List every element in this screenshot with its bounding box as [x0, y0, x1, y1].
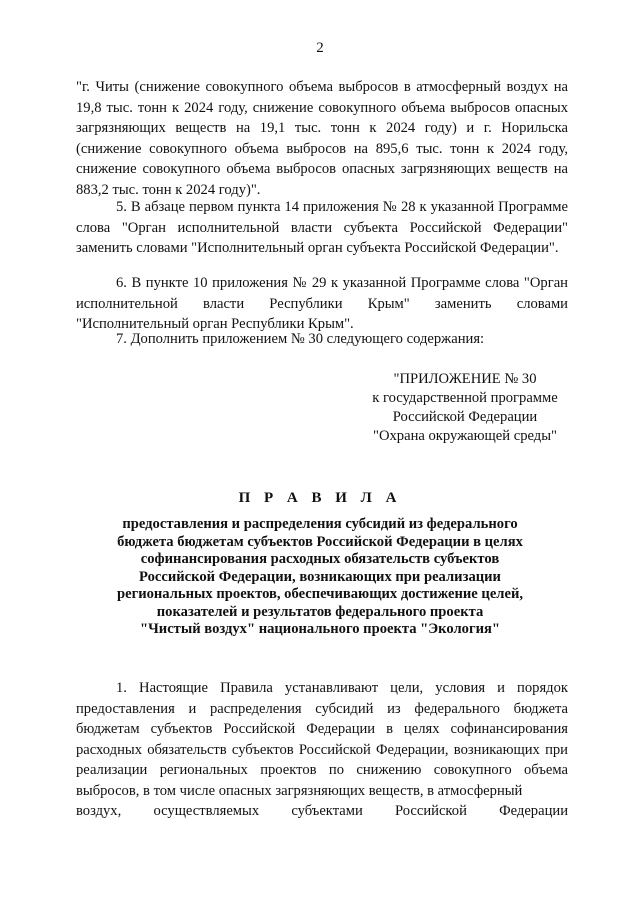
- rules-subtitle-line: предоставления и распределения субсидий из федерального: [122, 516, 518, 532]
- rules-title: П Р А В И Л А: [238, 490, 402, 506]
- last-line-word: осуществляемых: [153, 803, 260, 819]
- paragraph-continuation-text: "г. Читы (снижение совокупного объема выбросов в атмосферный воздух на 19,8 тыс. тонн к 2024 году, снижение совокупного объема выбросов опасных загрязняющих веществ на 19,1 тыс. тонн к 2024 году) и г. Норильска (снижение совокупного объема выбросов на 895,6 тыс. тонн к 2024 году, снижение совокупного объема выбросов опасных загрязняющих веществ на 883,2 тыс. тонн к 2024 году)".: [76, 79, 568, 198]
- paragraph-5: [76, 197, 568, 259]
- paragraph-7-text: 7. Дополнить приложением № 30 следующего содержания:: [116, 331, 485, 347]
- paragraph-7: [76, 329, 568, 350]
- paragraph-6-text: 6. В пункте 10 приложения № 29 к указанной Программе слова "Орган исполнительной власти Республики Крым" заменить словами "Исполнительный орган Республики Крым".: [76, 275, 568, 332]
- last-line-word: Российской: [394, 803, 467, 819]
- rules-subtitle-line: бюджета бюджетам субъектов Российской Федерации в целях: [117, 533, 523, 550]
- rules-subtitle-line: софинансирования расходных обязательств субъектов: [140, 551, 500, 567]
- appendix-line-4: "Охрана окружающей среды": [373, 428, 557, 444]
- rules-subtitle-line: "Чистый воздух" национального проекта "Экология": [139, 621, 501, 637]
- page-number: 2: [316, 40, 324, 56]
- rules-subtitle-line: показателей и результатов федерального проекта: [156, 603, 484, 620]
- appendix-line-1: "ПРИЛОЖЕНИЕ № 30: [393, 371, 537, 387]
- appendix-header: [360, 370, 570, 446]
- paragraph-1: [76, 678, 568, 822]
- paragraph-6: [76, 273, 568, 335]
- last-line-word: субъектами: [291, 803, 363, 819]
- paragraph-5-text: 5. В абзаце первом пункта 14 приложения № 28 к указанной Программе слова "Орган исполнительной власти субъекта Российской Федерации" заменить словами "Исполнительный орган субъекта Российской Федерации".: [76, 199, 568, 256]
- paragraph-1-text: 1. Настоящие Правила устанавливают цели, условия и порядок предоставления и распределения субсидий из федерального бюджета бюджетам субъектов Российской Федерации в целях софинансирования расходных обязательств субъектов Российской Федерации, возникающих при реализации региональных проектов по снижению совокупного объема выбросов, в том числе опасных загрязняющих веществ, в атмосферный: [76, 680, 568, 799]
- last-line-word: воздух,: [76, 803, 122, 819]
- last-line-word: Федерации: [499, 803, 568, 819]
- rules-subtitle: [100, 516, 540, 639]
- appendix-line-2: к государственной программе: [372, 390, 558, 406]
- rules-subtitle-line: региональных проектов, обеспечивающих достижение целей,: [116, 586, 524, 602]
- appendix-line-3: Российской Федерации: [392, 409, 538, 425]
- paragraph-1-last-line: [76, 801, 568, 822]
- rules-subtitle-line: Российской Федерации, возникающих при реализации: [139, 568, 501, 585]
- paragraph-continuation: [76, 77, 568, 200]
